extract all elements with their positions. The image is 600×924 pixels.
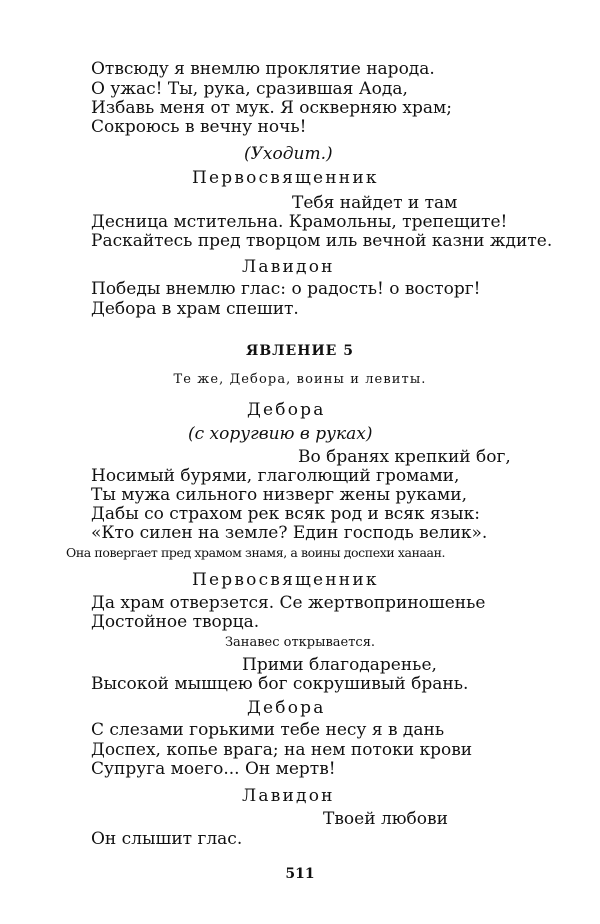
- verse-line: Прими благодаренье,: [242, 655, 437, 675]
- verse-line: «Кто силен на земле? Един господь велик».: [91, 523, 488, 543]
- speaker-name: Дебора: [247, 400, 326, 420]
- verse-line: Во бранях крепкий бог,: [298, 447, 511, 467]
- verse-line: Да храм отверзется. Се жертвоприношенье: [91, 593, 486, 613]
- speaker-name: Первосвященник: [192, 570, 379, 590]
- verse-line: Носимый бурями, глаголющий громами,: [91, 466, 460, 486]
- verse-line: Победы внемлю глас: о радость! о восторг!: [91, 279, 481, 299]
- page-number: 511: [285, 866, 315, 882]
- speaker-name: Лавидон: [242, 257, 335, 277]
- stage-direction: (с хоругвию в руках): [188, 424, 373, 444]
- verse-line: Дебора в храм спешит.: [91, 299, 299, 319]
- verse-line: Он слышит глас.: [91, 829, 243, 849]
- speaker-name: Лавидон: [242, 786, 335, 806]
- verse-line: О ужас! Ты, рука, сразившая Аода,: [91, 79, 408, 99]
- verse-line: Достойное творца.: [91, 612, 260, 632]
- speaker-name: Первосвященник: [192, 168, 379, 188]
- speaker-name: Дебора: [247, 698, 326, 718]
- verse-line: С слезами горькими тебе несу я в дань: [91, 720, 445, 740]
- verse-line: Раскайтесь пред творцом иль вечной казни ждите.: [91, 231, 553, 251]
- verse-line: Доспех, копье врага; на нем потоки крови: [91, 740, 473, 760]
- verse-line: Ты мужа сильного низверг жены руками,: [91, 485, 468, 505]
- stage-direction: Она повергает пред храмом знамя, а воины доспехи ханаан.: [66, 545, 446, 560]
- verse-line: Сокроюсь в вечну ночь!: [91, 117, 307, 137]
- scene-characters: Те же, Дебора, воины и левиты.: [173, 372, 427, 387]
- verse-line: Твоей любови: [323, 809, 448, 829]
- verse-line: Тебя найдет и там: [292, 193, 458, 213]
- stage-direction: (Уходит.): [244, 144, 333, 164]
- verse-line: Дабы со страхом рек всяк род и всяк язык:: [91, 504, 480, 524]
- verse-line: Отвсюду я внемлю проклятие народа.: [91, 59, 435, 79]
- verse-line: Высокой мышцею бог сокрушивый брань.: [91, 674, 469, 694]
- verse-line: Десница мстительна. Крамольны, трепещите!: [91, 212, 508, 232]
- verse-line: Супруга моего... Он мертв!: [91, 759, 336, 779]
- stage-direction: Занавес открывается.: [224, 635, 376, 650]
- scene-heading: ЯВЛЕНИЕ 5: [246, 343, 354, 359]
- verse-line: Избавь меня от мук. Я оскверняю храм;: [91, 98, 452, 118]
